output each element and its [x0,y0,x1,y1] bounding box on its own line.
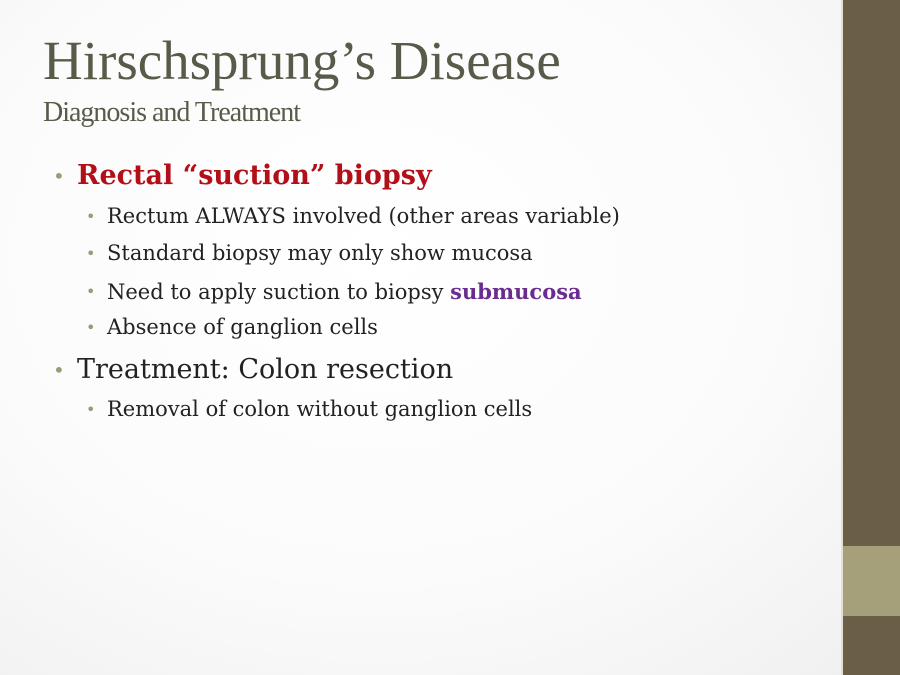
subbullet-text: Rectum ALWAYS involved (other areas variable) [107,204,620,228]
subbullet-text: Need to apply suction to biopsy [107,280,451,304]
bullet-marker: • [86,244,96,263]
subbullet-text: Standard biopsy may only show mucosa [107,241,533,265]
bullet-marker: • [53,358,65,382]
highlight-submucosa: submucosa [450,279,582,304]
slide-title: Hirschsprung’s Disease [43,30,561,91]
bullet-marker: • [86,282,96,301]
subbullet-text: Removal of colon without ganglion cells [107,397,533,421]
bullet-marker: • [86,207,96,226]
subbullet-text: Absence of ganglion cells [107,315,378,339]
bullet-marker: • [86,400,96,419]
sidebar-accent-block [843,546,900,616]
bullet-marker: • [86,318,96,337]
slide-subtitle: Diagnosis and Treatment [43,97,300,128]
bullet-marker: • [53,164,65,188]
bullet-text: Treatment: Colon resection [77,354,454,385]
bullet-text: Rectal “suction” biopsy [77,160,432,191]
